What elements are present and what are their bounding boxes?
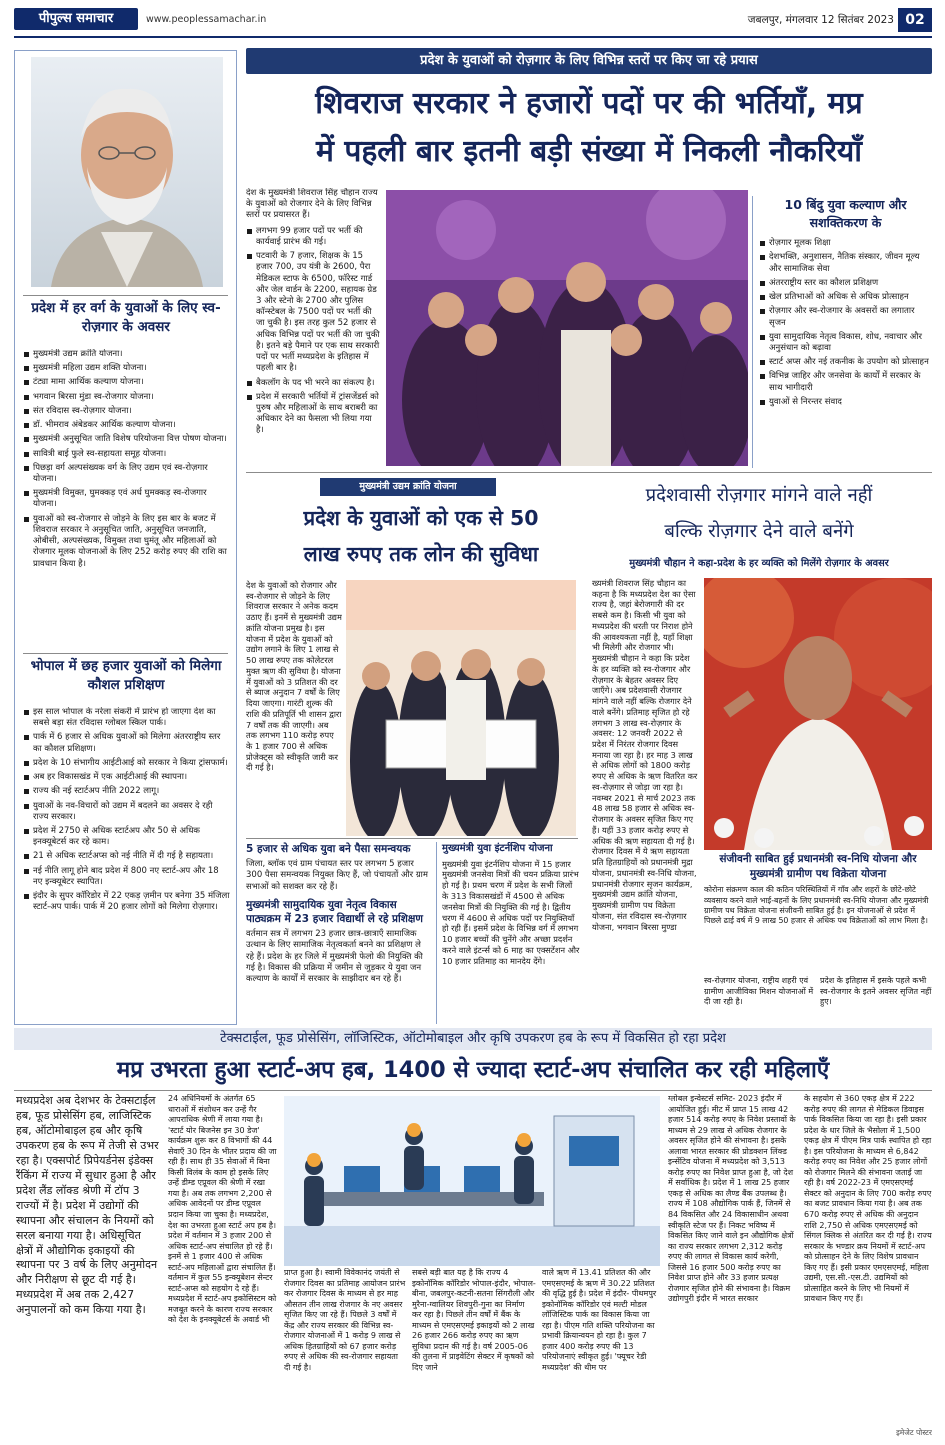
- footer-credit: इमेजेट पोस्टर: [896, 1428, 932, 1437]
- sub-heading: 5 हजार से अधिक युवा बने पैसा समन्वयक: [246, 843, 411, 855]
- list-item: मुख्यमंत्री उद्यम क्रांति योजना।: [23, 349, 230, 360]
- udyam-headline-line1: प्रदेश के युवाओं को एक से 50: [303, 506, 539, 530]
- rozgar-kicker: मुख्यमंत्री चौहान ने कहा-प्रदेश के हर व्यक्ति को मिलेंगे रोज़गार के अवसर: [629, 558, 889, 569]
- left-divider-2: [23, 653, 228, 654]
- ten-points-title: 10 बिंदु युवा कल्याण और सशक्तिकरण के: [784, 197, 907, 231]
- list-item: रोज़गार मूलक शिक्षा: [759, 238, 932, 249]
- list-item: पार्क में 6 हजार से अधिक युवाओं को मिलेगा अंतरराष्ट्रीय स्तर का कौशल प्रशिक्षण।: [23, 732, 230, 754]
- list-item: संत रविदास स्व-रोज़गार योजना।: [23, 406, 230, 417]
- list-item: बैकलॉग के पद भी भरने का संकल्प है।: [246, 378, 382, 389]
- list-item: स्टार्ट अप्स और नई तकनीक के उपयोग को प्रोत्साहन: [759, 357, 932, 368]
- sub-body: वर्तमान सत्र में लगभग 23 हजार छात्र-छात्राएँ सामाजिक उत्थान के लिए सामाजिक नेतृत्वकर्ता बनने का प्रशिक्षण ले रहे हैं। प्रदेश के हर जिले में मुख्यमंत्री फेलो की नियुक्ति की गई है। विकास की प्रक्रिया में जमीन से जुड़कर ये युवा जन कल्याण के कार्यों में सरकार के साझीदार बन रहे हैं।: [246, 929, 423, 985]
- list-item: प्रदेश के 10 संभागीय आईटीआई को सरकार ने किया ट्रांसफार्म।: [23, 758, 230, 769]
- startup-headline: मप्र उभरता हुआ स्टार्ट-अप हब, 1400 से ज्यादा स्टार्ट-अप संचालित कर रही महिलाएँ: [116, 1057, 830, 1083]
- page-number: 02: [898, 8, 932, 32]
- rozgar-tail-1: स्व-रोज़गार योजना, राष्ट्रीय शहरी एवं ग्रामीण आजीविका मिशन योजनाओं में दी जा रही है।: [704, 976, 814, 1007]
- cm-speech-photo: [704, 578, 932, 850]
- rozgar-headline: [586, 478, 932, 556]
- udyam-body: देश के युवाओं को रोजगार और स्व-रोजगार से जोड़ने के लिए शिवराज सरकार ने अनेक कदम उठाए हैं। इनमें से मुख्यमंत्री उद्यम क्रांति योजना प्रमुख है। इस योजना में प्रदेश के युवाओं को उद्योग लगाने के लिए 1 लाख से 50 लाख रुपए तक कोलेटरल मुक्त ऋण की सुविधा है। योजना में युवाओं को 3 प्रतिशत की दर से ब्याज अनुदान 7 वर्षों के लिए दिया जाएगा। गारंटी शुल्क की राशि की प्रतिपूर्ति भी शासन द्वारा 7 वर्षों तक की जाएगी। अब तक लगभग 110 करोड़ रुपए के 1 हजार 700 से अधिक प्रोजेक्ट्स को स्वीकृति जारी कर दी गई है।: [246, 580, 342, 773]
- startup-col5: वाले ऋण में 13.41 प्रतिशत की और एमएसएमई के ऋण में 30.22 प्रतिशत की वृद्धि हुई है। प्रदेश में इंदौर- पीथमपुर इकोनॉमिक कॉरिडोर एवं मल्टी मोडल लॉजिस्टिक पार्क का विकास किया जा रहा है। पीएम गति शक्ति परियोजना का प्रभावी क्रियान्वयन हो रहा है। कुल 7 हजार 400 करोड़ रुपए की 13 परियोजनाएं स्वीकृत हुई। 'फ्यूचर रेडी मध्यप्रदेश' की थीम पर: [542, 1268, 657, 1372]
- list-item: युवाओं को स्व-रोजगार से जोड़ने के लिए इस बार के बजट में शिवराज सरकार ने अनुसूचित जाति, अनुसूचित जनजाति, ओबीसी, अल्पसंख्यक, विमुक्त तथा घुमंतू और महिलाओं को रोजगार मूलक योजनाओं के लिए 252 करोड़ रुपए की राशि का प्रावधान किया है।: [23, 514, 230, 570]
- main-headline-line2: में पहली बार इतनी बड़ी संख्या में निकली नौकरियाँ: [315, 134, 863, 169]
- masthead-logo[interactable]: [14, 8, 138, 30]
- cheque-ceremony-photo: [346, 580, 576, 836]
- startup-lead: मध्यप्रदेश अब देशभर के टेक्सटाईल हब, फूड प्रोसेसिंग हब, लाजिस्टिक हब, ऑटोमोबाइल हब और कृषि उपकरण हब के रूप में तेजी से उभर रहा है। एक्सपोर्ट प्रिपेयर्डनेस इंडेक्स रैंकिंग में राज्य में सुधार हुआ है और प्रदेश लैंड लॉक्ड श्रेणी में टॉप 3 राज्यों में है। प्रदेश में उद्योगों की स्थापना और संचालन के नियमों को सरल बनाया गया है। अधिसूचित क्षेत्रों में औद्योगिक इकाइयों की स्थापना पर 3 वर्ष के लिए अनुमोदन और निरीक्षण से छूट दी गई है। मध्यप्रदेश में अब तक 2,427 अनुपालनों को कम किया गया है।: [16, 1094, 159, 1317]
- rozgar-body: ख्यमंत्री शिवराज सिंह चौहान का कहना है कि मध्यप्रदेश देश का ऐसा राज्य है, जहां बेरोजगारी की दर सबसे कम है। किसी भी युवा को मध्यप्रदेश की धरती पर निराश होने की आवश्यकता नहीं है, यहाँ शिक्षा भी मिलेगी और रोजगार भी। मुख्यमंत्री चौहान ने कहा कि प्रदेश के हर व्यक्ति को स्व-रोजगार और रोज़गार के बेहतर अवसर दिए जाएँगे। अब प्रदेशवासी रोजगार मांगने वाले नहीं बल्कि रोजगार देने वाले बनेंगे। प्रतिमाह सृजित हो रहे लगभग 3 लाख स्व-रोज़गार के अवसर: 12 जनवरी 2022 से प्रदेश में निरंतर रोजगार दिवस मनाया जा रहा है। हर माह 3 लाख से अधिक लोगों को 1800 करोड़ रुपए से अधिक के ऋण वितरित कर स्व-रोज़गार से जोड़ा जा रहा है। नवम्बर 2021 से मार्च 2023 तक 48 लाख 58 हजार से अधिक स्व-रोजगार के अवसर सृजित किए गए हैं। यहीं 33 हजार करोड़ रुपए से अधिक की ऋण सहायता दी गई है। रोजगार दिवस में ये ऋण सहायता प्रति हितग्राहियों को प्रधानमंत्री मुद्रा योजना, प्रधानमंत्री स्व-निधि योजना, प्रधानमंत्री रोजगार सृजन कार्यक्रम, मुख्यमंत्री उद्यम क्रांति योजना, मुख्यमंत्री ग्रामीण पथ विक्रेता योजना, संत रविदास स्व-रोज़गार योजना, भगवान बिरसा मुण्डा: [592, 578, 698, 932]
- list-item: प्रदेश में सरकारी भर्तियों में ट्रांसजेंडर्स को पुरुष और महिलाओं के साथ बराबरी का अधिकार देने का फैसला भी लिया गया है।: [246, 392, 382, 437]
- list-item: युवाओं के नव-विचारों को उद्यम में बदलने का अवसर दे रही राज्य सरकार।: [23, 801, 230, 823]
- factory-illustration: [284, 1096, 660, 1266]
- rozgar-headline-line1: प्रदेशवासी रोज़गार मांगने वाले नहीं: [645, 485, 873, 506]
- left-sec1-list: [23, 349, 230, 651]
- list-item: अब हर विकासखंड में एक आईटीआई की स्थापना।: [23, 772, 230, 783]
- udyam-headline-line2: लाख रुपए तक लोन की सुविधा: [303, 542, 539, 566]
- list-item: सावित्री बाई फुले स्व-सहायता समूह योजना।: [23, 449, 230, 460]
- top-strip-banner: प्रदेश के युवाओं को रोज़गार के लिए विभिन्न स्तरों पर किए जा रहे प्रयास: [246, 48, 932, 74]
- sub-heading: मुख्यमंत्री युवा इंटर्नशिप योजना: [442, 843, 553, 854]
- list-item: डॉ. भीमराव अंबेडकर आर्थिक कल्याण योजना।: [23, 420, 230, 431]
- rozgar-tail-2: प्रदेश के इतिहास में इसके पहले कभी स्व-रोजगार के इतने अवसर सृजित नहीं हुए।: [820, 976, 932, 1007]
- startup-col3a: प्राप्त हुआ है। स्वामी विवेकानंद जयंती से रोजगार दिवस का प्रतिमाह आयोजन प्रारंभ कर रोजगार दिवस के माध्यम से हर माह औसतन तीन लाख रोजगार के नए अवसर सृजित किए जा रहे हैं। पिछले 3 वर्षों में केंद्र और राज्य सरकार की विभिन्न स्व-रोजगार योजनाओं में 1 करोड़ 9 लाख से अधिक हितग्राहियों को 67 हजार करोड़ रुपए से अधिक की स्व-रोजगार सहायता दी गई है।: [284, 1268, 406, 1372]
- scheme-caption-box: [704, 852, 932, 972]
- list-item: प्रदेश में 2750 से अधिक स्टार्टअप और 50 से अधिक इनक्यूबेटर्स कर रहे काम।: [23, 826, 230, 848]
- list-item: मुख्यमंत्री अनुसूचित जाति विशेष परियोजना वित्त पोषण योजना।: [23, 434, 230, 445]
- leader-portrait-photo: [31, 57, 223, 287]
- left-sec2-title: भोपाल में छह हजार युवाओं को मिलेगा कौशल प्रशिक्षण: [30, 658, 222, 693]
- list-item: युवा सामुदायिक नेतृत्व विकास, शोध, नवाचार और अनुसंधान को बढ़ावा: [759, 332, 932, 354]
- ten-points-box: [752, 196, 932, 468]
- list-item: अंतरराष्ट्रीय स्तर का कौशल प्रशिक्षण: [759, 278, 932, 289]
- startup-rule: [14, 1090, 932, 1091]
- list-item: विभिन्न जाहिर और जनसेवा के कार्यों में सरकार के साथ भागीदारी: [759, 371, 932, 393]
- sub-body: मुख्यमंत्री युवा इंटर्नशिप योजना में 15 हजार मुख्यमंत्री जनसेवा मित्रों की चयन प्रक्रिया प्रारंभ हो गई है। प्रथम चरण में प्रदेश के सभी जिलों के 313 विकासखंडों में 4500 से अधिक जनसेवा मित्रों की नियुक्ति की गई है। द्वितीय चरण में 4600 से अधिक पदों पर नियुक्तियाँ हो रही हैं। इसमें प्रदेश के विभिन्न वर्ग में लगभग 10 हजार बच्चों की चुनेंगे और अच्छा प्रदर्शन करने वाले इंटर्न्स को 6 माह का एक्सटेंशन और 10 हजार प्रतिमाह का मानदेय देंगे।: [442, 858, 580, 966]
- left-divider: [23, 295, 228, 296]
- list-item: 21 से अधिक स्टार्टअप्स को नई नीति में दी गई है सहायता।: [23, 851, 230, 862]
- section-divider: [246, 472, 932, 473]
- list-item: युवाओं से निरन्तर संवाद: [759, 397, 932, 408]
- list-item: राज्य की नई स्टार्टअप नीति 2022 लागू।: [23, 786, 230, 797]
- caption-body: कोरोना संक्रमण काल की कठिन परिस्थितियों में गाँव और शहरों के छोटे-छोटे व्यवसाय करने वाले भाई-बहनों के लिए प्रधानमंत्री स्व-निधि योजना और मुख्यमंत्री ग्रामीण पथ विक्रेता योजना संजीवनी साबित हुई है। इन योजनाओं से प्रदेश में पिछले ढाई वर्ष में 9 लाख 50 हजार से अधिक पथ विक्रेताओं को लाभ मिला है।: [704, 885, 929, 925]
- list-item: पिछड़ा वर्ग अल्पसंख्यक वर्ग के लिए उद्यम एवं स्व-रोज़गार योजना।: [23, 463, 230, 485]
- logo-text: पीपुल्स समाचार: [38, 11, 114, 26]
- masthead-rule: [14, 36, 932, 38]
- startup-col4: सबसे बड़ी बात यह है कि राज्य 4 इकोनॉमिक कॉरिडोर भोपाल-इंदौर, भोपाल-बीना, जबलपुर-कटनी-सतना सिंगरौली और मुरैना-ग्वालियर शिवपुरी-गुना का निर्माण कर रहा है। पिछले तीन वर्षों में बैंक के माध्यम से एमएसएमई इकाइयों को 2 लाख 26 हजार 266 करोड़ रुपए का ऋण सुविधा प्रदान की गई है। वर्ष 2005-06 की तुलना में प्राइवेटिंग सेक्टर में कृषकों को दिए जाने: [412, 1268, 536, 1372]
- list-item: इंदौर के सुपर कॉरिडोर में 22 एकड़ ज़मीन पर बनेगा 35 मंजिला स्टार्ट-अप पार्क। पार्क में 20 हजार लोगों को मिलेगा रोज़गार।: [23, 891, 230, 913]
- jobs-lead: देश के मुख्यमंत्री शिवराज सिंह चौहान राज्य के युवाओं को रोजगार देने के लिए विभिन्न स्तरों पर प्रयासरत हैं।: [246, 188, 378, 221]
- udyam-divider: [246, 838, 578, 839]
- left-sec1-title: प्रदेश में हर वर्ग के युवाओं के लिए स्व-रोज़गार के अवसर: [31, 300, 221, 335]
- list-item: लगभग 99 हजार पदों पर भर्ती की कार्यवाई प्रारंभ की गई।: [246, 226, 382, 248]
- udyam-left-bottom: [246, 842, 430, 1024]
- startup-col2: 24 अधिनियमों के अंतर्गत 65 धाराओं में संशोधन कर उन्हें गैर आपराधिक श्रेणी में लाया गया है। 'स्टार्ट योर बिजनेस इन 30 डेज' कार्यक्रम शुरू कर 8 विभागों की 44 सेवाएँ 30 दिन के भीतर प्रदाय की जा रही हैं। साथ ही 35 सेवाओं में बिना किसी विलंब के काम हो इसके लिए उन्हें डीम्ड एप्रूवल की श्रेणी में रखा गया है। अब तक लगभग 2,200 से अधिक आवेदनों पर डीम्ड एप्रूवल प्रदान किया जा चुका है। मध्यप्रदेश, देश का उभरता हुआ स्टार्ट अप हब है। प्रदेश में वर्तमान में 3 हजार 200 से अधिक स्टार्ट-अप संचालित हो रहे हैं। इनमें से 1 हजार 400 से अधिक स्टार्ट-अप महिलाओं द्वारा संचालित हैं। वर्तमान में कुल 55 इन्क्यूबेशन सेन्टर स्टार्ट-अप्स को सहयोग दे रहे हैं। मध्यप्रदेश में स्टार्ट-अप इकोसिस्टम को मजबूत करने के कारण राज्य सरकार को देश के इनक्यूबेटर्स के अवार्ड भी: [168, 1094, 277, 1325]
- masthead-dateline: जबलपुर, मंगलवार 12 सितंबर 2023: [747, 14, 894, 26]
- internship-box: [436, 842, 580, 1024]
- left-sec2-list: [23, 707, 230, 1021]
- masthead-url[interactable]: www.peoplessamachar.in: [146, 14, 267, 25]
- rozgar-headline-line2: बल्कि रोज़गार देने वाले बनेंगे: [664, 521, 854, 542]
- list-item: भगवान बिरसा मुंडा स्व-रोजगार योजना।: [23, 392, 230, 403]
- startup-col6: ग्लोबल इन्वेस्टर्स समिट- 2023 इंदौर में आयोजित हुई। मीट में प्राप्त 15 लाख 42 हजार 514 करोड़ रुपए के निवेश प्रस्तावों के माध्यम से 29 लाख से अधिक रोजगार के अवसर सृजित होने की संभावना है। इसके अलावा भारत सरकार की प्रोडक्शन लिंक्ड इन्सेंटिव योजना में मध्यप्रदेश को 3,513 करोड़ रुपए का निवेश प्राप्त हुआ है, जो देश में सर्वाधिक है। प्रदेश में 1 लाख 25 हजार एकड़ से अधिक का लैण्ड बैंक उपलब्ध है। राज्य में 108 औद्योगिक पार्क हैं, जिनमें से 84 विकसित और 24 विकासाधीन अथवा स्वीकृति स्टेज पर हैं। निकट भविष्य में विकसित किए जाने वाले इन औद्योगिक क्षेत्रों का राज्य सरकार लगभग 2,312 करोड़ रुपए की लागत से विकास कार्य करेगी, जिससे 16 हजार 500 करोड़ रुपए का निवेश प्राप्त होने और 33 हजार प्रत्यक्ष रोजगार सृजित होने की संभावना है। विक्रम उद्योगपुरी इंदौर में भारत सरकार: [668, 1094, 796, 1304]
- list-item: पटवारी के 7 हजार, शिक्षक के 15 हजार 700, उप यंत्री के 2600, पैरा मेडिकल स्टाफ के 6500, फॉरेस्ट गार्ड और जेल वार्डन के 2200, सहायक ग्रेड 3 और स्टेनो के 2700 और पुलिस कॉन्स्टेबल के 7500 पदों पर भर्ती की जा चुकी है। इस तरह कुल 52 हजार से अधिक विभिन्न पदों पर भर्ती की जा चुकी है। इतने बड़े पैमाने पर एक साथ सरकारी पदों पर भर्ती मध्यप्रदेश के इतिहास में पहली बार है।: [246, 251, 382, 374]
- list-item: नई नीति लागू होने बाद प्रदेश में 800 नए स्टार्ट-अप और 18 नए इन्क्यूबेटर स्थापित।: [23, 866, 230, 888]
- jobs-article: [246, 188, 382, 470]
- ten-points-list: [759, 238, 932, 408]
- masthead: [0, 0, 945, 38]
- list-item: मुख्यमंत्री विमुक्त, घुमक्कड़ एवं अर्ध घुमक्कड़ स्व-रोजगार योजना।: [23, 488, 230, 510]
- main-headline: [246, 80, 932, 182]
- list-item: टंट्या मामा आर्थिक कल्याण योजना।: [23, 377, 230, 388]
- list-item: मुख्यमंत्री महिला उद्यम शक्ति योजना।: [23, 363, 230, 374]
- sub-heading: मुख्यमंत्री सामुदायिक युवा नेतृत्व विकास पाठ्यक्रम में 23 हजार विद्यार्थी ले रहे प्रशिक्षण: [246, 898, 424, 925]
- startup-strip: टेक्सटाईल, फूड प्रोसेसिंग, लॉजिस्टिक, ऑटोमोबाइल और कृषि उपकरण हब के रूप में विकसित हो रहा प्रदेश: [14, 1028, 932, 1050]
- caption-title: संजीवनी साबित हुई प्रधानमंत्री स्व-निधि योजना और मुख्यमंत्री ग्रामीण पथ विक्रेता योजना: [719, 853, 917, 881]
- list-item: खेल प्रतिभाओं को अधिक से अधिक प्रोत्साहन: [759, 292, 932, 303]
- left-column: [14, 50, 237, 1025]
- list-item: देशभक्ति, अनुशासन, नैतिक संस्कार, जीवन मूल्य और सामाजिक सेवा: [759, 252, 932, 274]
- sub-body: जिला, ब्लॉक एवं ग्राम पंचायत स्तर पर लगभग 5 हजार 300 पैसा समन्वयक नियुक्त किए हैं, जो पंचायतों और ग्राम सभाओं को सशक्त कर रहे हैं।: [246, 859, 428, 892]
- list-item: इस साल भोपाल के नरेला संकरी में प्रारंभ हो जाएगा देश का सबसे बड़ा संत रविदास ग्लोबल स्किल पार्क।: [23, 707, 230, 729]
- youth-selfie-photo: [386, 190, 748, 466]
- startup-col7: के सहयोग से 360 एकड़ क्षेत्र में 222 करोड़ रुपए की लागत से मेडिकल डिवाइस पार्क विकसित किया जा रहा है। इसी प्रकार प्रदेश के धार जिले के भैसोला में 1,500 एकड़ क्षेत्र में पीएम मित्र पार्क स्थापित हो रहा है। इस परियोजना के माध्यम से 6,842 करोड़ रुपए का निवेश और 25 हजार लोगों को रोजगार मिलने की संभावना जताई जा रही है। वर्ष 2022-23 में एमएसएमई सेक्टर को अनुदान के लिए 700 करोड़ रुपए का बजट प्रावधान किया गया है। अब तक 670 करोड़ रुपए से अधिक की अनुदान राशि 2,750 से अधिक एमएसएमई को सिंगल क्लिक से अंतरित कर दी गई है। राज्य सरकार के भण्डार क्रय नियमों में स्टार्ट-अप को प्रोत्साहन देने के लिए विशेष प्रावधान किए गए हैं। इसी प्रकार एमएसएमई, महिला उद्यमी, एस.सी.-एस.टी. उद्यमियों को प्रोत्साहित करने के लिए भी नियमों में प्रावधान किए गए हैं।: [804, 1094, 932, 1304]
- udyam-tag: मुख्यमंत्री उद्यम क्रांति योजना: [320, 478, 496, 496]
- list-item: रोज़गार और स्व-रोजगार के अवसरों का लगातार सृजन: [759, 306, 932, 328]
- jobs-list: [246, 226, 382, 437]
- main-headline-line1: शिवराज सरकार ने हजारों पदों पर की भर्तियाँ, मप्र: [315, 86, 863, 121]
- udyam-headline: [246, 500, 596, 574]
